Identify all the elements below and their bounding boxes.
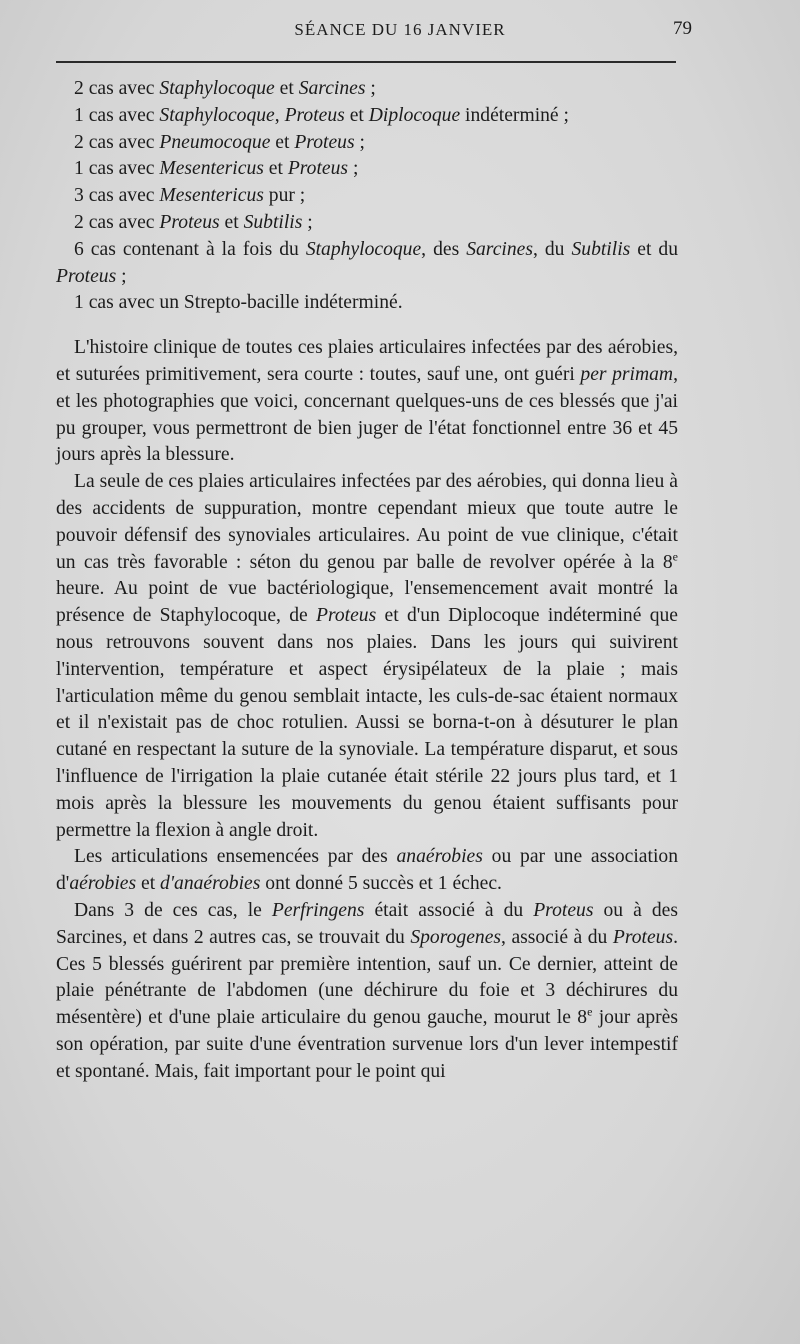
- italic-term: Sarcines: [466, 238, 533, 260]
- text-run: pur ;: [263, 185, 306, 207]
- case-item: [56, 156, 678, 183]
- italic-term: Proteus: [287, 158, 349, 180]
- text-run: , associé à du: [501, 926, 613, 948]
- italic-term: Staphylocoque: [159, 104, 275, 126]
- italic-term: Diplocoque: [368, 104, 461, 126]
- text-run: ou par une association d': [56, 846, 678, 895]
- italic-term: Proteus: [284, 104, 345, 126]
- case-item: [56, 103, 678, 130]
- italic-term: Sporogenes: [410, 926, 502, 948]
- text-run: ;: [116, 265, 127, 287]
- italic-term: Sarcines: [298, 78, 366, 99]
- paragraph: [56, 844, 678, 898]
- italic-term: per primam: [580, 363, 674, 385]
- page-header: [0, 16, 800, 46]
- superscript: e: [672, 549, 678, 564]
- text-run: , et les photographies que voici, concernant quelques-uns de ces blessés que j'ai pu grouper, vous permettront de bien juger de l'état fonctionnel entre 36 et 45 jours après la blessure.: [56, 363, 678, 466]
- paragraphs: [56, 335, 678, 1085]
- paragraph: [56, 335, 678, 469]
- text-run: était associé à du: [364, 899, 534, 921]
- text-run: ;: [302, 211, 313, 233]
- text-run: ont donné 5 succès et 1 échec.: [260, 873, 502, 895]
- italic-term: Proteus: [159, 211, 220, 233]
- paragraph: [56, 898, 678, 1086]
- italic-term: Perfringens: [271, 899, 365, 921]
- case-item: [56, 210, 678, 237]
- italic-term: Proteus: [294, 131, 355, 153]
- italic-term: Proteus: [533, 899, 594, 921]
- text-run: Dans 3 de ces cas, le: [74, 899, 272, 921]
- case-item: [56, 237, 678, 291]
- text-run: . Ces 5 blessés guérirent par première intention, sauf un. Ce dernier, atteint de plaie pénétrante de l'abdomen (une déchirure du foie et 3 déchirures du mésentère) et d'une plaie articulaire du genou gauche, mourut le 8: [56, 926, 678, 1029]
- text-run: L'histoire clinique de toutes ces plaies articulaires infectées par des aérobies, et suturées primitivement, sera courte : toutes, sauf une, ont guéri: [56, 337, 678, 385]
- case-item: [56, 76, 678, 103]
- italic-term: Subtilis: [243, 211, 303, 233]
- text-run: 6 cas contenant à la fois du: [74, 238, 306, 260]
- italic-term: Staphylocoque: [159, 78, 275, 99]
- italic-term: Proteus: [612, 926, 674, 948]
- text-run: ,: [274, 104, 285, 126]
- text-run: 1 cas avec: [74, 158, 160, 180]
- text-run: 1 cas avec: [74, 104, 160, 126]
- paragraph: [56, 469, 678, 844]
- case-item: [56, 290, 678, 317]
- case-item: [56, 183, 678, 210]
- text-run: 1 cas avec un Strepto-bacille indéterminé.: [74, 292, 403, 314]
- italic-term: Subtilis: [571, 238, 631, 260]
- page-body: [56, 76, 678, 1085]
- italic-term: Proteus: [56, 265, 117, 287]
- italic-term: anaérobies: [396, 846, 483, 868]
- running-head: SÉANCE DU 16 JANVIER: [294, 20, 506, 39]
- italic-term: Mesentericus: [159, 185, 264, 207]
- italic-term: d'anaérobies: [160, 873, 261, 895]
- italic-term: Pneumocoque: [159, 131, 271, 153]
- text-run: , des: [421, 238, 467, 260]
- text-run: ;: [354, 131, 365, 153]
- text-run: et: [136, 873, 161, 895]
- text-run: et: [263, 158, 288, 180]
- text-run: et: [274, 78, 299, 99]
- text-run: ;: [365, 78, 376, 99]
- text-run: Les articulations ensemencées par des: [74, 846, 397, 868]
- text-run: ;: [348, 158, 359, 180]
- text-run: jour après son opération, par suite d'une éventration survenue lors d'un lever intempestif et spontané. Mais, fait important pour le point qui: [56, 1007, 678, 1082]
- text-run: ou à des Sarcines, et dans 2 autres cas, se trouvait du: [56, 899, 678, 948]
- text-run: indéterminé ;: [460, 104, 569, 126]
- text-run: et du: [630, 238, 679, 260]
- text-run: et: [344, 104, 369, 126]
- text-run: 3 cas avec: [74, 185, 160, 207]
- text-run: 2 cas avec: [74, 131, 160, 153]
- text-run: heure. Au point de vue bactériologique, l'ensemencement avait montré la présence de Staphylocoque, de: [56, 578, 678, 627]
- text-run: et: [219, 211, 244, 233]
- page-number: 79: [673, 18, 692, 39]
- header-rule: [56, 61, 676, 63]
- text-run: et d'un Diplocoque indéterminé que nous retrouvons souvent dans nos plaies. Dans les jours qui suivirent l'intervention, température et aspect érysipélateux de la plaie ; mais l'articulation même du genou semblait intacte, les culs-de-sac étaient normaux et il n'existait pas de choc rotulien. Aussi se borna-t-on à désuturer le plan cutané en respectant la suture de la synoviale. La température disparut, et sous l'influence de l'irrigation la plaie cutanée était stérile 22 jours plus tard, et 1 mois après la blessure les mouvements du genou étaient suffisants pour permettre la flexion à angle droit.: [56, 605, 678, 841]
- text-run: 2 cas avec: [74, 211, 160, 233]
- italic-term: Mesentericus: [159, 158, 264, 180]
- italic-term: Staphylocoque: [305, 238, 422, 260]
- text-run: , du: [532, 238, 572, 260]
- text-run: et: [270, 131, 295, 153]
- case-list: [56, 76, 678, 317]
- case-item: [56, 130, 678, 157]
- text-run: La seule de ces plaies articulaires infectées par des aérobies, qui donna lieu à des accidents de suppuration, montre cependant mieux que toute autre le pouvoir défensif des synoviales articulaires. Au point de vue clinique, c'était un cas très favorable : séton du genou par balle de revolver opérée à la 8: [56, 471, 678, 573]
- italic-term: aérobies: [69, 873, 137, 895]
- superscript: e: [587, 1004, 593, 1019]
- italic-term: Proteus: [316, 605, 377, 627]
- text-run: 2 cas avec: [74, 78, 160, 99]
